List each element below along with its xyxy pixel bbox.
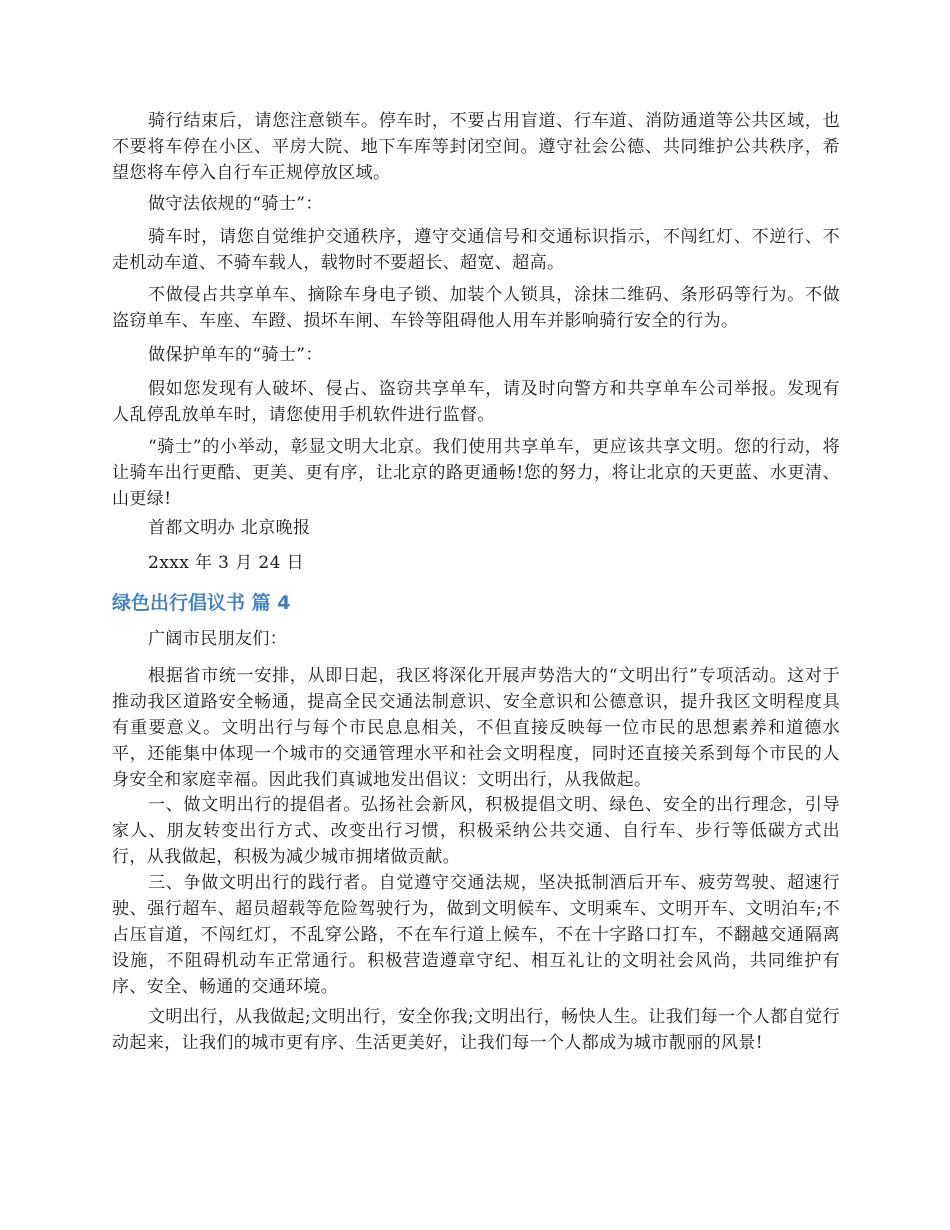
paragraph-closing	[112, 1004, 840, 1056]
date-text: 2xxx 年 3 月 24 日	[148, 553, 305, 573]
paragraph-riding-rules	[112, 224, 840, 276]
paragraph-civilization	[112, 434, 840, 512]
paragraph-law-heading	[112, 191, 840, 217]
paragraph-no-damage	[112, 282, 840, 334]
paragraph-advocate	[112, 792, 840, 870]
paragraph-text: 骑行结束后，请您注意锁车。停车时，不要占用盲道、行车道、消防通道等公共区域，也不要将车停在小区、平房大院、地下车库等封闭空间。遵守社会公德、共同维护公共秩序，希望您将车停入自行车正规停放区域。	[112, 111, 840, 183]
paragraph-text: 骑车时，请您自觉维护交通秩序，遵守交通信号和交通标识指示，不闯红灯、不逆行、不走机动车道、不骑车载人，载物时不要超长、超宽、超高。	[112, 227, 840, 273]
paragraph-practice	[112, 870, 840, 1000]
signature-text: 首都文明办 北京晚报	[148, 518, 311, 538]
paragraph-protect-heading	[112, 342, 840, 368]
section-heading	[112, 590, 840, 616]
paragraph-text: 文明出行，从我做起;文明出行，安全你我;文明出行，畅快人生。让我们每一个人都自觉行动起来，让我们的城市更有序、生活更美好，让我们每一个人都成为城市靓丽的风景!	[112, 1007, 840, 1053]
paragraph-text: 不做侵占共享单车、摘除车身电子锁、加装个人锁具，涂抹二维码、条形码等行为。不做盗窃单车、车座、车蹬、损坏车闸、车铃等阻碍他人用车并影响骑行安全的行为。	[112, 285, 840, 331]
paragraph-report	[112, 376, 840, 428]
paragraph-text: 做保护单车的“骑士”：	[148, 345, 323, 365]
signature	[112, 515, 840, 541]
paragraph-text: 三、争做文明出行的践行者。自觉遵守交通法规，坚决抵制酒后开车、疲劳驾驶、超速行驶、强行超车、超员超载等危险驾驶行为，做到文明候车、文明乘车、文明开车、文明泊车;不占压盲道，不闯红灯，不乱穿公路，不在车行道上候车，不在十字路口打车，不翻越交通隔离设施，不阻碍机动车正常通行。积极营造遵章守纪、相互礼让的文明社会风尚，共同维护有序、安全、畅通的交通环境。	[112, 873, 840, 997]
paragraph-text: 假如您发现有人破坏、侵占、盗窃共享单车，请及时向警方和共享单车公司举报。发现有人乱停乱放单车时，请您使用手机软件进行监督。	[112, 379, 840, 425]
paragraph-text: 根据省市统一安排，从即日起，我区将深化开展声势浩大的“文明出行”专项活动。这对于推动我区道路安全畅通，提高全民交通法制意识、安全意识和公德意识，提升我区文明程度具有重要意义。文明出行与每个市民息息相关，不但直接反映每一位市民的思想素养和道德水平，还能集中体现一个城市的交通管理水平和社会文明程度，同时还直接关系到每个市民的人身安全和家庭幸福。因此我们真诚地发出倡议：文明出行，从我做起。	[112, 666, 840, 790]
paragraph-text: “骑士”的小举动，彰显文明大北京。我们使用共享单车，更应该共享文明。您的行动，将让骑车出行更酷、更美、更有序，让北京的路更通畅!您的努力，将让北京的天更蓝、水更清、山更绿!	[112, 437, 840, 509]
paragraph-text: 做守法依规的“骑士”：	[148, 194, 323, 214]
section-title: 绿色出行倡议书 篇 4	[112, 592, 291, 614]
date-line	[112, 550, 840, 576]
paragraph-parking	[112, 108, 840, 186]
paragraph-text: 一、做文明出行的提倡者。弘扬社会新风，积极提倡文明、绿色、安全的出行理念，引导家人、朋友转变出行方式、改变出行习惯，积极采纳公共交通、自行车、步行等低碳方式出行，从我做起，积极为减少城市拥堵做贡献。	[112, 795, 840, 867]
greeting-text: 广阔市民朋友们：	[148, 629, 288, 649]
paragraph-background	[112, 663, 840, 793]
greeting	[112, 626, 840, 652]
